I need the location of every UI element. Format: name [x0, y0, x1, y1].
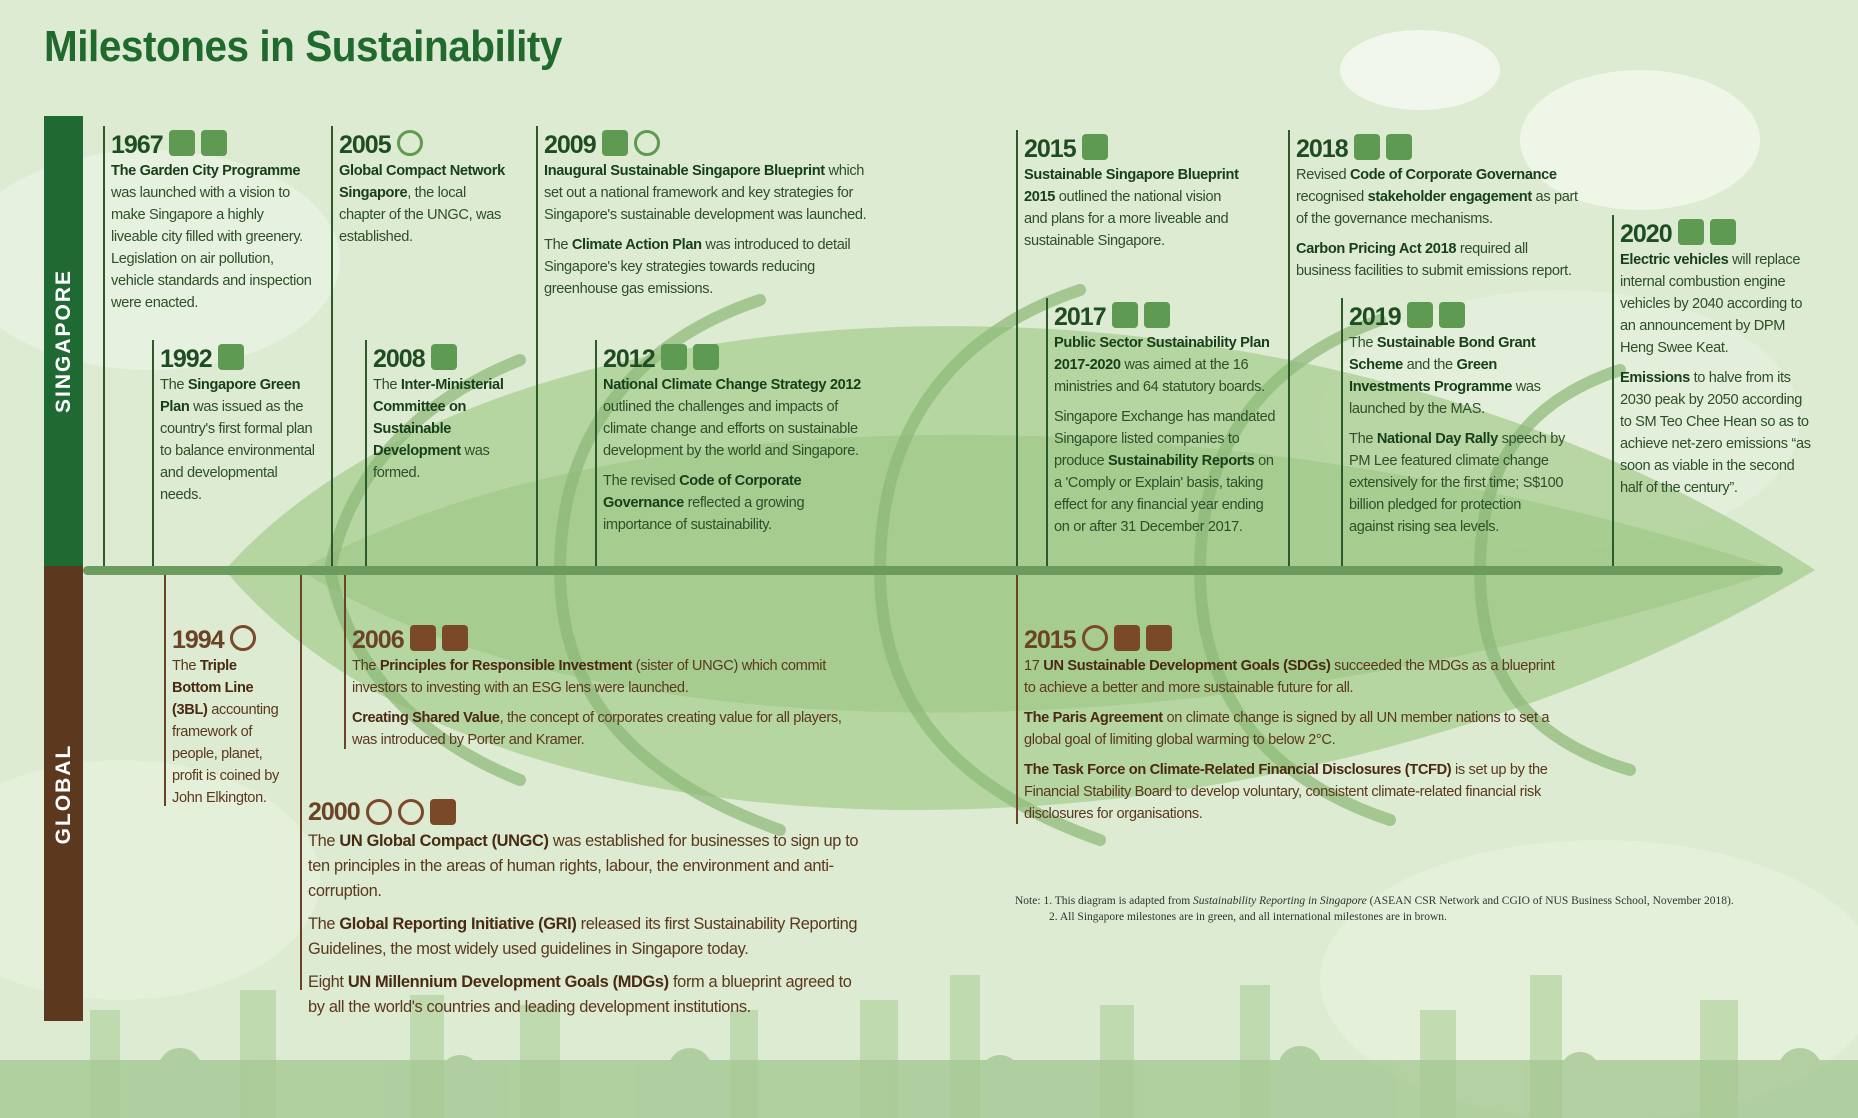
milestone-year: 2012	[603, 345, 655, 373]
global-milestone-1994	[164, 617, 289, 817]
highlighted-term: National Climate Change Strategy 2012	[603, 377, 861, 393]
highlighted-term: Green Investments Programme	[1349, 357, 1512, 395]
description-text: accounting framework of people, planet, profit is coined by John Elkington.	[172, 702, 279, 806]
milestone-description	[603, 470, 870, 536]
milestone-year: 2005	[339, 131, 391, 159]
book-icon	[1354, 134, 1380, 160]
highlighted-term: Inaugural Sustainable Singapore Blueprint	[544, 163, 825, 179]
global-milestone-2006	[344, 617, 864, 759]
highlighted-term: Creating Shared Value	[352, 710, 500, 726]
milestone-description	[339, 160, 511, 248]
globe-icon	[397, 130, 423, 156]
global-milestone-2000	[300, 791, 860, 1028]
milestone-year: 2006	[352, 626, 404, 654]
timeline-connector	[1016, 130, 1018, 566]
singapore-milestone-2009	[536, 122, 881, 308]
global-section-label: GLOBAL	[44, 566, 83, 1021]
milestone-description	[111, 160, 313, 314]
description-text: The	[172, 658, 200, 674]
milestone-year: 1967	[111, 131, 163, 159]
milestone-year: 2009	[544, 131, 596, 159]
description-text: recognised	[1296, 189, 1368, 205]
singapore-milestone-2005	[331, 122, 511, 256]
singapore-milestone-2017	[1046, 294, 1281, 546]
singapore-milestone-2020	[1612, 211, 1812, 507]
highlighted-term: Singapore Green Plan	[160, 377, 301, 415]
milestone-description	[544, 234, 881, 300]
truck-emissions-icon	[1710, 219, 1736, 245]
sdg-target-icon	[1082, 625, 1108, 651]
milestone-description	[1024, 759, 1556, 825]
description-text: released its first Sustainability Reporting Guidelines, the most widely used guidelines in Singapore today.	[308, 915, 858, 958]
milestone-description	[603, 374, 870, 462]
highlighted-term: stakeholder engagement	[1367, 189, 1532, 205]
milestone-description	[1296, 238, 1578, 282]
milestone-description	[1620, 367, 1812, 499]
description-text: to halve from its 2030 peak by 2050 according to SM Teo Chee Hean so as to achieve net-zero emissions “as soon as viable in the second half of the century”.	[1620, 370, 1811, 496]
timeline-connector	[344, 575, 346, 749]
gri-icon	[398, 799, 424, 825]
description-text: The	[160, 377, 188, 393]
description-text: The	[373, 377, 401, 393]
description-text: Revised	[1296, 167, 1350, 183]
milestone-description	[308, 829, 860, 904]
strategy-clipboard-icon	[661, 344, 687, 370]
description-text: was launched by the MAS.	[1349, 379, 1541, 417]
highlighted-term: Emissions	[1620, 370, 1690, 386]
milestone-description	[1024, 707, 1556, 751]
highlighted-term: Code of Corporate Governance	[1349, 167, 1557, 183]
description-text: The	[352, 658, 380, 674]
timeline-connector	[1016, 575, 1018, 824]
timeline-connector	[536, 126, 538, 566]
timeline-connector	[300, 575, 302, 990]
highlighted-term: Global Reporting Initiative (GRI)	[339, 915, 577, 933]
description-text: 17	[1024, 658, 1044, 674]
singapore-milestone-2019	[1341, 294, 1566, 546]
milestone-description	[1024, 164, 1241, 252]
speaker-podium-icon	[1439, 302, 1465, 328]
timeline-axis	[83, 566, 1783, 575]
milestone-description	[373, 374, 505, 484]
timeline-connector	[152, 340, 154, 566]
eye-globe-icon	[634, 130, 660, 156]
highlighted-term: Inter-Ministerial Committee on Sustainable Development	[373, 377, 504, 459]
timeline-connector	[1341, 298, 1343, 566]
description-text: reflected a growing importance of sustainability.	[603, 495, 805, 533]
description-text: was issued as the country's first formal plan to balance environmental and developmental needs.	[160, 399, 315, 503]
description-text: form a blueprint agreed to by all the world's countries and leading development institutions.	[308, 973, 852, 1016]
milestone-description	[352, 655, 864, 699]
milestone-description	[308, 912, 860, 962]
description-text: The revised	[603, 473, 680, 489]
triple-circles-icon	[230, 625, 256, 651]
description-text: (sister of UNGC) which commit investors to investing with an ESG lens were launched.	[352, 658, 826, 696]
government-building-icon	[431, 344, 457, 370]
description-text: required all business facilities to submit emissions report.	[1296, 241, 1572, 279]
singapore-section-label: SINGAPORE	[44, 116, 83, 566]
description-text: The	[308, 915, 340, 933]
report-search-icon	[1146, 625, 1172, 651]
description-text: on climate change is signed by all UN member nations to set a global goal of limiting global warming to below 2°C.	[1024, 710, 1550, 748]
milestone-description	[544, 160, 881, 226]
milestone-description	[1349, 332, 1566, 420]
singapore-milestone-2012	[595, 336, 870, 544]
description-text: Eight	[308, 973, 348, 991]
timeline-connector	[595, 340, 597, 566]
description-text: The	[1349, 335, 1377, 351]
highlighted-term: The Task Force on Climate-Related Financial Disclosures (TCFD)	[1024, 762, 1452, 778]
highlighted-term: Carbon Pricing Act 2018	[1296, 241, 1457, 257]
milestone-year: 2020	[1620, 220, 1672, 248]
description-text: was formed.	[373, 443, 490, 481]
milestone-year: 2008	[373, 345, 425, 373]
description-text: Singapore Exchange has mandated Singapore listed companies to produce	[1054, 409, 1276, 469]
milestone-description	[1054, 406, 1281, 538]
description-text: on a 'Comply or Explain' basis, taking effect for any financial year ending on or after 31 December 2017.	[1054, 453, 1274, 535]
milestone-year: 1994	[172, 626, 224, 654]
description-text: and the	[1402, 357, 1457, 373]
investment-icon	[410, 625, 436, 651]
highlighted-term: Sustainable Bond Grant Scheme	[1349, 335, 1536, 373]
singapore-milestone-2015	[1016, 126, 1241, 260]
highlighted-term: The Garden City Programme	[111, 163, 301, 179]
un-global-compact-icon	[366, 799, 392, 825]
highlighted-term: Sustainable Singapore Blueprint 2015	[1024, 167, 1239, 205]
milestone-description	[1620, 249, 1812, 359]
description-text: was introduced to detail Singapore's key strategies towards reducing greenhouse gas emissions.	[544, 237, 851, 297]
green-document-icon	[1144, 302, 1170, 328]
timeline-connector	[331, 126, 333, 566]
milestone-description	[160, 374, 322, 506]
timeline-connector	[164, 575, 166, 806]
global-milestone-2015	[1016, 617, 1556, 833]
milestone-description	[1054, 332, 1281, 398]
electric-car-icon	[1678, 219, 1704, 245]
factory-co2-icon	[1386, 134, 1412, 160]
highlighted-term: Sustainability Reports	[1108, 453, 1255, 469]
milestone-year: 2000	[308, 798, 360, 826]
description-text: The	[544, 237, 572, 253]
milestone-description	[352, 707, 864, 751]
highlighted-term: Climate Action Plan	[571, 237, 702, 253]
timeline-connector	[1612, 215, 1614, 566]
highlighted-term: Principles for Responsible Investment	[379, 658, 633, 674]
description-text: which set out a national framework and key strategies for Singapore's sustainable development was launched.	[544, 163, 867, 223]
mdg-document-icon	[430, 799, 456, 825]
highlighted-term: Triple Bottom Line (3BL)	[172, 658, 254, 718]
highlighted-term: UN Millennium Development Goals (MDGs)	[347, 973, 669, 991]
timeline-connector	[103, 126, 105, 566]
milestone-description	[1296, 164, 1578, 230]
highlighted-term: Code of Corporate Governance	[603, 473, 802, 511]
milestone-year: 2015	[1024, 626, 1076, 654]
money-plant-icon	[1407, 302, 1433, 328]
milestone-year: 2017	[1054, 303, 1106, 331]
timeline-connector	[365, 340, 367, 566]
blueprint-icon	[1082, 134, 1108, 160]
page-title: Milestones in Sustainability	[44, 22, 562, 71]
description-text: was launched with a vision to make Singapore a highly liveable city filled with greenery. Legislation on air pollution, vehicle standards and inspection were enacted.	[111, 185, 312, 311]
singapore-milestone-2008	[365, 336, 505, 492]
highlighted-term: Global Compact Network Singapore	[339, 163, 505, 201]
description-text: speech by PM Lee featured climate change extensively for the first time; S$100 billion pledged for protection against rising sea levels.	[1349, 431, 1565, 535]
description-text: succeeded the MDGs as a blueprint to achieve a better and more sustainable future for all.	[1024, 658, 1555, 696]
public-sector-document-icon	[1112, 302, 1138, 328]
milestone-year: 2018	[1296, 135, 1348, 163]
singapore-milestone-1992	[152, 336, 322, 514]
milestone-description	[1349, 428, 1566, 538]
highlighted-term: Electric vehicles	[1620, 252, 1729, 268]
description-text: was aimed at the 16 ministries and 64 statutory boards.	[1054, 357, 1265, 395]
description-text: will replace internal combustion engine vehicles by 2040 according to an announcement by DPM Heng Swee Keat.	[1620, 252, 1803, 356]
footnote: Note: 1. This diagram is adapted from Sustainability Reporting in Singapore (ASEAN CSR Network and CGIO of NUS Business School, November 2018). 2. All Singapore milestones are in green, and all international milestones are in brown.	[1015, 895, 1734, 923]
description-text: The	[308, 832, 340, 850]
singapore-milestone-2018	[1288, 126, 1578, 290]
paris-handshake-icon	[1114, 625, 1140, 651]
timeline-connector	[1288, 130, 1290, 566]
description-text: , the concept of corporates creating value for all players, was introduced by Porter and Kramer.	[352, 710, 842, 748]
highlighted-term: UN Sustainable Development Goals (SDGs)	[1043, 658, 1331, 674]
timeline-connector	[1046, 298, 1048, 566]
milestone-description	[308, 970, 860, 1020]
leaf-icon	[169, 130, 195, 156]
book-icon	[693, 344, 719, 370]
singapore-map-icon	[218, 344, 244, 370]
highlighted-term: National Day Rally	[1376, 431, 1498, 447]
description-text: was established for businesses to sign up to ten principles in the areas of human rights, labour, the environment and anti-corruption.	[308, 832, 859, 900]
milestone-year: 2019	[1349, 303, 1401, 331]
highlighted-term: UN Global Compact (UNGC)	[339, 832, 549, 850]
shared-value-people-icon	[442, 625, 468, 651]
highlighted-term: The Paris Agreement	[1024, 710, 1163, 726]
description-text: The	[1349, 431, 1377, 447]
description-text: is set up by the Financial Stability Board to develop voluntary, consistent climate-related financial risk disclosures for organisations.	[1024, 762, 1548, 822]
description-text: outlined the challenges and impacts of climate change and efforts on sustainable development by the world and Singapore.	[603, 399, 859, 459]
description-text: as part of the governance mechanisms.	[1296, 189, 1578, 227]
highlighted-term: Public Sector Sustainability Plan 2017-2020	[1054, 335, 1270, 373]
description-text: outlined the national vision and plans for a more liveable and sustainable Singapore.	[1024, 189, 1229, 249]
milestone-description	[1024, 655, 1556, 699]
singapore-milestone-1967	[103, 122, 313, 322]
milestone-description	[172, 655, 289, 809]
buildings-icon	[201, 130, 227, 156]
milestone-year: 1992	[160, 345, 212, 373]
description-text: , the local chapter of the UNGC, was established.	[339, 185, 501, 245]
blueprint-icon	[602, 130, 628, 156]
milestone-year: 2015	[1024, 135, 1076, 163]
